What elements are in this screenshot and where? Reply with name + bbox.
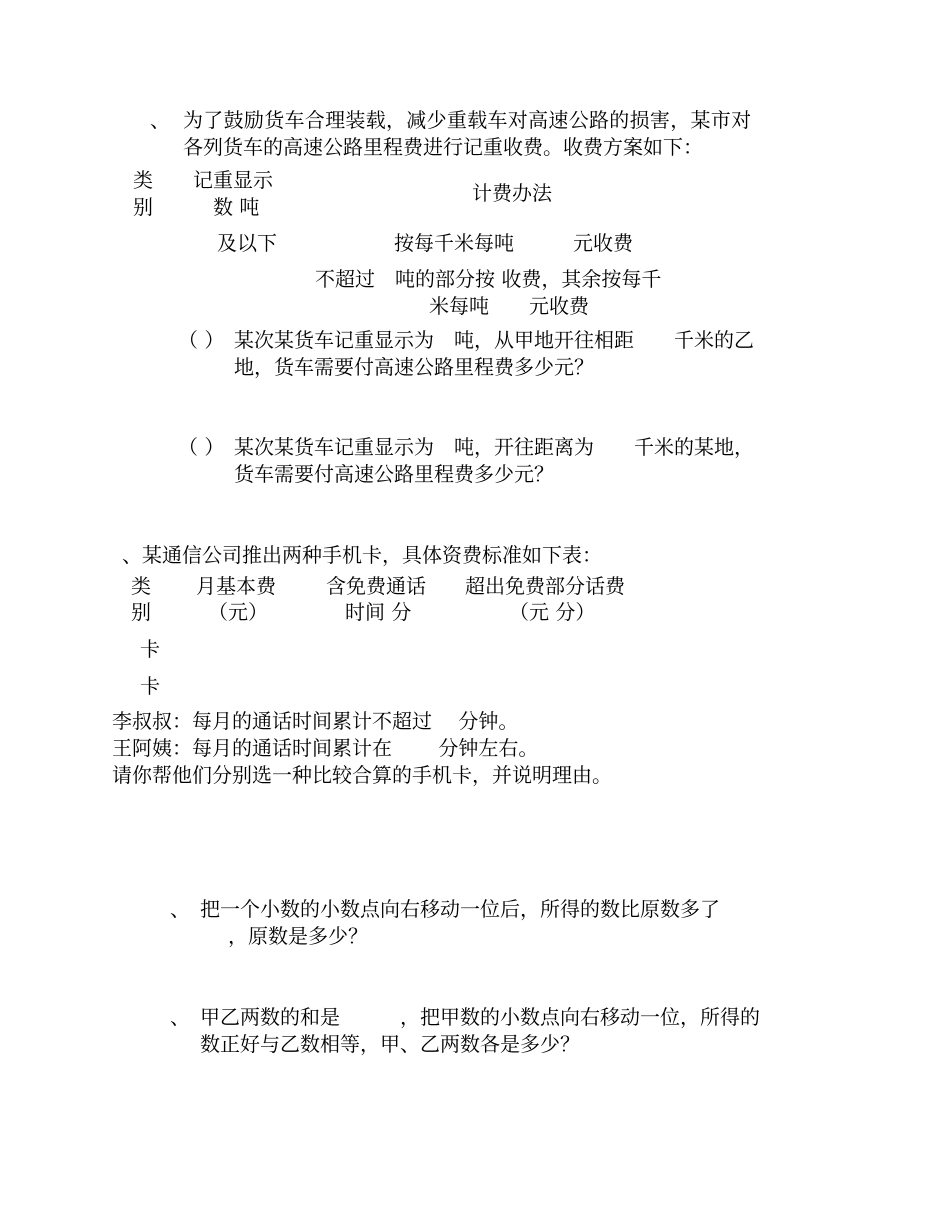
q1-number-marker: 、 (150, 108, 170, 132)
q2-table-header-type-2: 别 (131, 600, 151, 624)
q1-table-header-type-2: 别 (133, 195, 153, 219)
q2-table-row-b: 卡 (140, 674, 160, 698)
q2-table-header-free-1: 含免费通话 (326, 574, 426, 598)
q1-table-header-weight-2: 数 吨 (213, 195, 260, 219)
q2-table-header-fee-2: （元） (208, 600, 268, 624)
q2-table-header-type-1: 类 (131, 574, 151, 598)
q4-text-line1: 甲乙两数的和是 ，把甲数的小数点向右移动一位，所得的 (200, 1005, 760, 1029)
q1-sub1-line1: 某次某货车记重显示为 吨，从甲地开往相距 千米的乙 (234, 328, 754, 352)
q4-number-marker: 、 (170, 1005, 190, 1029)
q2-table-row-a: 卡 (140, 637, 160, 661)
q3-number-marker: 、 (170, 897, 190, 921)
q1-text-line2: 各列货车的高速公路里程费进行记重收费。收费方案如下： (183, 135, 703, 159)
q4-text-line2: 数正好与乙数相等，甲、乙两数各是多少？ (200, 1032, 580, 1056)
q2-question: 请你帮他们分别选一种比较合算的手机卡，并说明理由。 (112, 763, 612, 787)
q1-row2-method-line1: 不超过 吨的部分按 收费，其余按每千 (315, 267, 662, 291)
q1-sub2-line2: 货车需要付高速公路里程费多少元？ (234, 462, 554, 486)
q2-table-header-free-2: 时间 分 (345, 600, 412, 624)
q1-sub1-marker: （ ） (178, 328, 225, 352)
q1-sub2-line1: 某次某货车记重显示为 吨，开往距离为 千米的某地， (234, 435, 754, 459)
q1-table-header-method: 计费办法 (472, 181, 552, 205)
q2-table-header-over-2: （元 分） (509, 600, 596, 624)
q2-table-header-over-1: 超出免费部分话费 (465, 574, 625, 598)
q2-aunt-wang: 王阿姨：每月的通话时间累计在 分钟左右。 (112, 736, 539, 760)
q3-text-line2: ，原数是多少？ (228, 924, 368, 948)
q1-row1-method-a: 按每千米每吨 (394, 231, 514, 255)
q2-uncle-li: 李叔叔：每月的通话时间累计不超过 分钟。 (112, 709, 519, 733)
q1-table-header-weight-1: 记重显示 (193, 168, 273, 192)
q3-text-line1: 把一个小数的小数点向右移动一位后，所得的数比原数多了 (200, 897, 720, 921)
q1-sub1-line2: 地，货车需要付高速公路里程费多少元？ (234, 355, 594, 379)
q2-table-header-fee-1: 月基本费 (196, 574, 276, 598)
q1-row1-weight: 及以下 (217, 231, 277, 255)
q1-table-header-type-1: 类 (133, 168, 153, 192)
q1-sub2-marker: （ ） (178, 435, 225, 459)
q1-row2-method-line2: 米每吨 元收费 (429, 294, 589, 318)
q2-text-line1: 、某通信公司推出两种手机卡，具体资费标准如下表： (122, 543, 602, 567)
q1-text-line1: 为了鼓励货车合理装载，减少重载车对高速公路的损害，某市对 (183, 108, 752, 132)
q1-row1-method-b: 元收费 (573, 231, 633, 255)
